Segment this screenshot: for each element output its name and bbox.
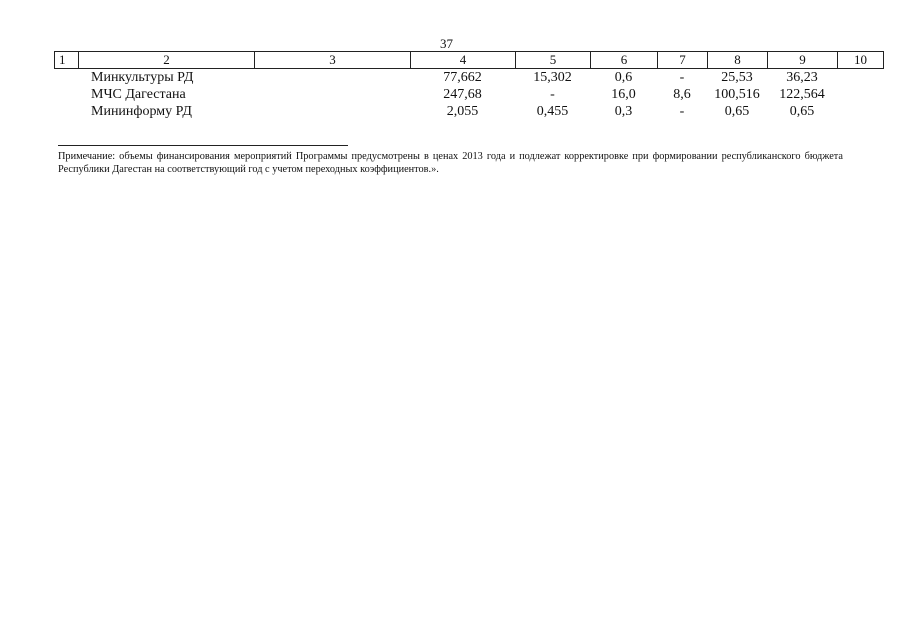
column-number-10: 10: [838, 52, 884, 69]
column-number-9: 9: [768, 52, 838, 69]
cell-col-10: [837, 103, 883, 120]
cell-col-7: -: [679, 104, 685, 119]
cell-col-6: 0,6: [614, 70, 633, 85]
cell-col-8: 0,65: [724, 104, 750, 119]
column-number-5: 5: [516, 52, 591, 69]
cell-col-8: 100,516: [714, 87, 760, 102]
footnote-text: Примечание: объемы финансирования мероприятий Программы предусмотрены в ценах 2013 года и подлежат корректировке при формировании республиканского бюджета Республики Дагестан на соответствующий год с учетом переходных коэффициентов.».: [58, 151, 843, 175]
column-number-4: 4: [411, 52, 516, 69]
cell-col-5: 15,302: [533, 70, 572, 85]
column-number-6: 6: [591, 52, 658, 69]
cell-col-7: 8,6: [673, 87, 691, 102]
cell-col-10: [837, 69, 883, 86]
cell-col-10: [837, 86, 883, 103]
cell-col-6: 16,0: [611, 87, 636, 102]
cell-col-9: 36,23: [786, 70, 818, 85]
column-header-table: [54, 51, 884, 69]
column-number-row: [55, 52, 884, 69]
column-number-1: 1: [55, 52, 79, 69]
page-number: 37: [440, 36, 453, 51]
column-number-3: 3: [255, 52, 411, 69]
column-number-2: 2: [79, 52, 255, 69]
cell-col-8: 25,53: [721, 70, 753, 85]
cell-col-9: 122,564: [779, 87, 825, 102]
cell-col-7: -: [679, 70, 685, 85]
cell-col-6: 0,3: [614, 104, 633, 119]
cell-col-4: 247,68: [443, 87, 482, 102]
org-name: Минкультуры РД: [91, 70, 194, 85]
column-number-7: 7: [658, 52, 708, 69]
cell-col-9: 0,65: [789, 104, 815, 119]
table-row: [54, 86, 883, 103]
table-row: [54, 69, 883, 86]
footnote-divider: [58, 145, 348, 146]
column-number-8: 8: [708, 52, 768, 69]
table-row: [54, 103, 883, 120]
org-name: Мининформу РД: [91, 104, 192, 119]
cell-col-5: -: [550, 87, 555, 102]
cell-col-4: 77,662: [443, 70, 482, 85]
org-name: МЧС Дагестана: [91, 87, 186, 102]
cell-col-5: 0,455: [536, 104, 569, 119]
cell-col-4: 2,055: [446, 104, 479, 119]
funding-table: [54, 69, 883, 120]
